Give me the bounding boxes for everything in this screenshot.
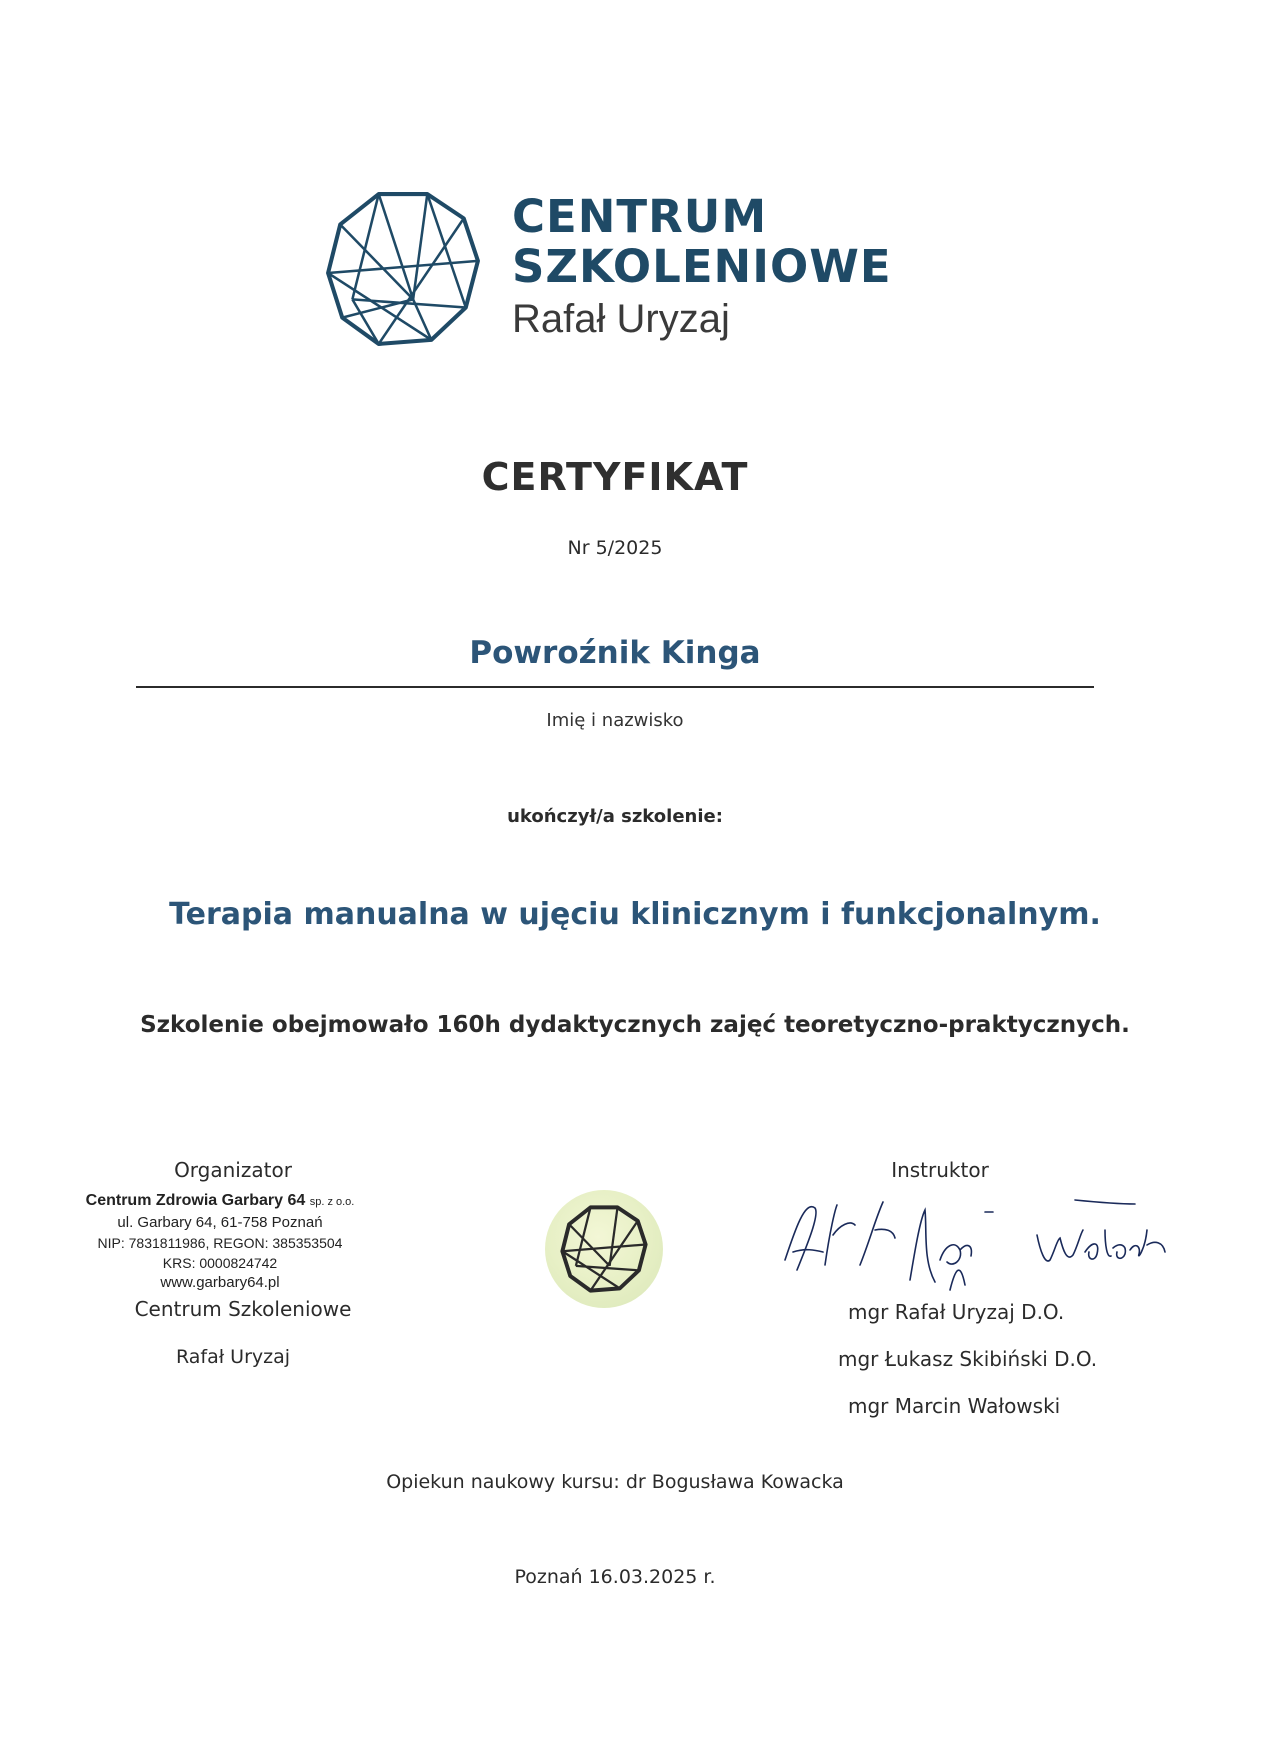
logo-title-line2: SZKOLENIOWE [512,240,892,293]
name-underline [136,686,1094,688]
organizer-person: Rafał Uryzaj [175,1346,291,1368]
scientific-supervisor: Opiekun naukowy kursu: dr Bogusława Kowacka [386,1471,844,1493]
stamp-company-suffix: sp. z o.o. [309,1196,355,1208]
instructor-label: Instruktor [891,1158,989,1182]
recipient-name: Powroźnik Kinga [469,635,761,671]
course-hours: Szkolenie obejmowało 160h dydaktycznych zajęć teoretyczno-praktycznych. [140,1012,1130,1038]
stamp-krs: KRS: 0000824742 [162,1255,278,1271]
completed-label: ukończył/a szkolenie: [507,806,723,827]
stamp-company-name: Centrum Zdrowia Garbary 64 [85,1192,306,1209]
logo-mark-icon [322,188,484,350]
instructor-name-3: mgr Marcin Wałowski [848,1394,1061,1418]
stamp-nip-regon: NIP: 7831811986, REGON: 385353504 [97,1235,343,1251]
certificate-number: Nr 5/2025 [567,537,663,559]
certificate-title: CERTYFIKAT [481,455,749,499]
signature-icon [775,1190,1175,1300]
stamp-website: www.garbary64.pl [160,1274,280,1291]
hologram-seal-icon [545,1190,663,1308]
stamp-address: ul. Garbary 64, 61-758 Poznań [117,1214,323,1231]
logo-title-line1: CENTRUM [512,190,768,243]
organizer-label: Organizator [174,1158,292,1182]
course-name: Terapia manualna w ujęciu klinicznym i funkcjonalnym. [169,897,1101,932]
logo-subtitle: Rafał Uryzaj [512,297,730,341]
stamp-company [60,1192,380,1210]
place-and-date: Poznań 16.03.2025 r. [514,1566,716,1588]
instructor-name-1: mgr Rafał Uryzaj D.O. [848,1300,1065,1324]
instructor-name-2: mgr Łukasz Skibiński D.O. [838,1347,1098,1371]
organizer-name: Centrum Szkoleniowe [134,1297,352,1321]
recipient-caption: Imię i nazwisko [546,710,684,731]
